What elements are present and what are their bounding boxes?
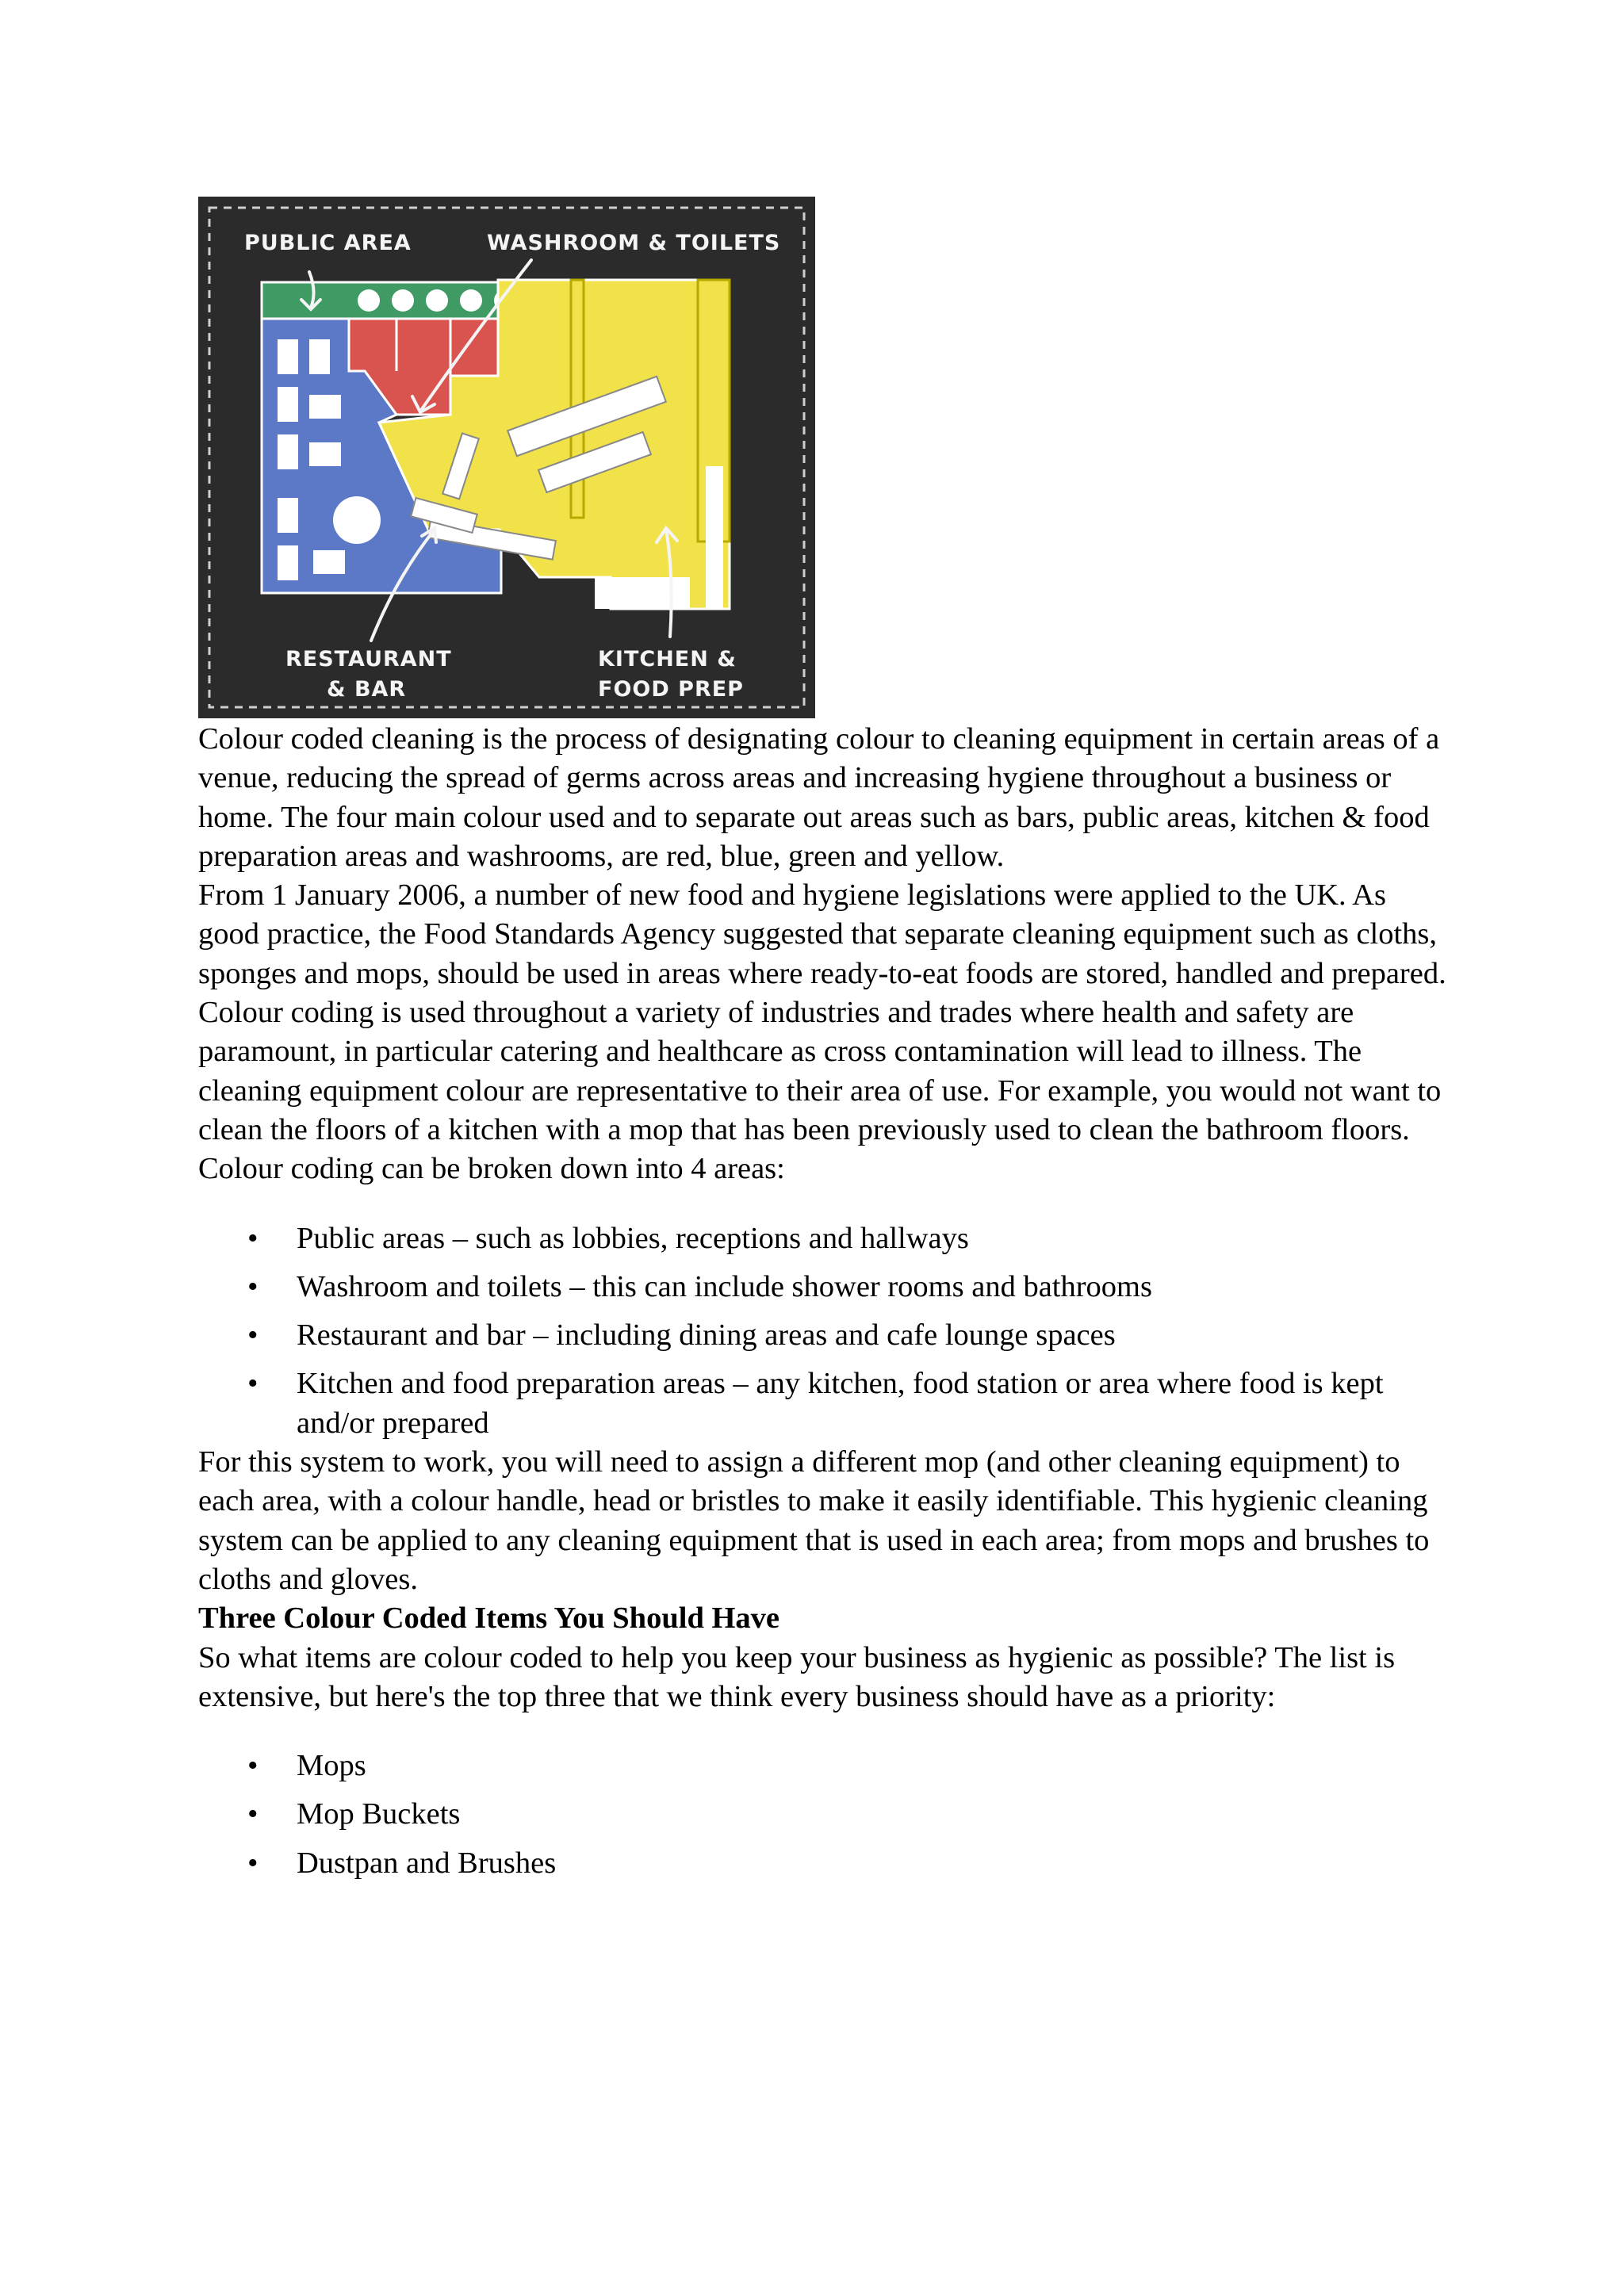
bullet-icon: • bbox=[247, 1846, 259, 1880]
restaurant-label-line2: & BAR bbox=[327, 677, 407, 702]
washroom-toilets-label: WASHROOM & TOILETS bbox=[487, 231, 781, 255]
list-item: • Mops bbox=[198, 1747, 1451, 1785]
paragraph-system: For this system to work, you will need to assign a different mop (and other cleaning equipment) to each area, with a colour handle, head or bristles to make it easily identifiable. This hygienic cleaning system can be applied to any cleaning equipment that is used in each area; from mops and brushes to cloths and gloves. bbox=[198, 1445, 1430, 1596]
bullet-icon: • bbox=[247, 1749, 259, 1783]
list-item: • Restaurant and bar – including dining areas and cafe lounge spaces bbox=[198, 1316, 1451, 1355]
bullet-icon: • bbox=[247, 1367, 259, 1401]
bullet-icon: • bbox=[247, 1221, 259, 1255]
colour-coded-floor-plan-image bbox=[198, 197, 815, 718]
items-bullet-list bbox=[198, 1747, 1451, 1883]
list-item: • Kitchen and food preparation areas – any kitchen, food station or area where food is kept and/or prepared bbox=[198, 1364, 1451, 1443]
bullet-icon: • bbox=[247, 1269, 259, 1303]
kitchen-label-line1: KITCHEN & bbox=[598, 647, 737, 672]
paragraph-legislation: From 1 January 2006, a number of new food and hygiene legislations were applied to the UK. As good practice, the Food Standards Agency suggested that separate cleaning equipment such as cloths, sponges and mops, should be used in areas where ready-to-eat foods are stored, handled and prepared. bbox=[198, 878, 1446, 990]
public-area-label: PUBLIC AREA bbox=[244, 231, 412, 255]
areas-bullet-list bbox=[198, 1219, 1451, 1443]
list-item: • Mop Buckets bbox=[198, 1795, 1451, 1834]
floor-plan-drawing bbox=[198, 197, 815, 718]
list-item: • Public areas – such as lobbies, receptions and hallways bbox=[198, 1219, 1451, 1258]
restaurant-label-line1: RESTAURANT bbox=[285, 647, 452, 672]
kitchen-label-line2: FOOD PREP bbox=[598, 677, 744, 702]
article-body bbox=[198, 720, 1451, 1892]
bullet-icon: • bbox=[247, 1797, 259, 1831]
paragraph-intro-colour-coding: Colour coded cleaning is the process of designating colour to cleaning equipment in certain areas of a venue, reducing the spread of germs across areas and increasing hygiene throughout a business or home. The four main colour used and to separate out areas such as bars, public areas, kitchen & food preparation areas and washrooms, are red, blue, green and yellow. bbox=[198, 722, 1440, 873]
bullet-icon: • bbox=[247, 1318, 259, 1353]
paragraph-items-intro: So what items are colour coded to help you keep your business as hygienic as possible? The list is extensive, but here's the top three that we think every business should have as a priority: bbox=[198, 1640, 1396, 1713]
list-item: • Dustpan and Brushes bbox=[198, 1844, 1451, 1883]
paragraph-industries: Colour coding is used throughout a variety of industries and trades where health and safety are paramount, in particular catering and healthcare as cross contamination will lead to illness. The cleaning equipment colour are representative to their area of use. For example, you would not want to clean the floors of a kitchen with a mop that has been previously used to clean the bathroom floors. Colour coding can be broken down into 4 areas: bbox=[198, 996, 1442, 1186]
section-heading: Three Colour Coded Items You Should Have bbox=[198, 1601, 780, 1636]
list-item: • Washroom and toilets – this can include shower rooms and bathrooms bbox=[198, 1268, 1451, 1307]
